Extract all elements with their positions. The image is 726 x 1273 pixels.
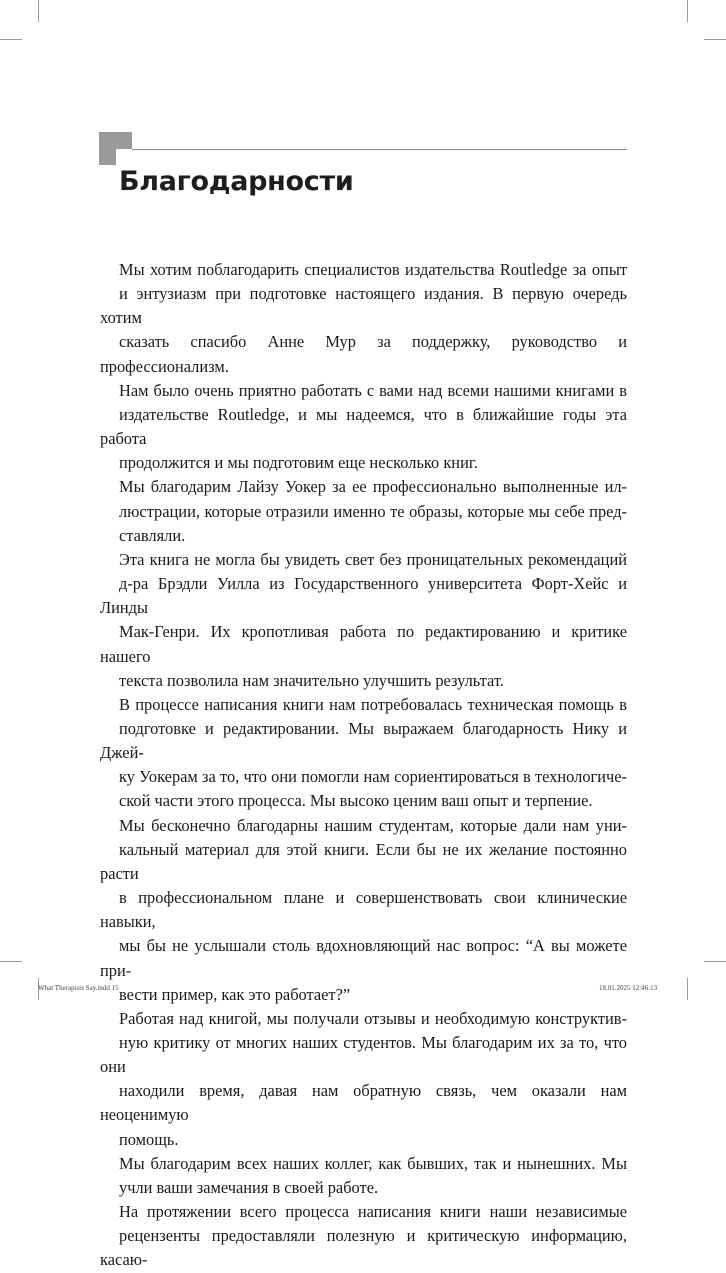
text-line: Мы благодарим всех наших коллег, как бывших, так и нынешних. Мы [119, 1153, 627, 1173]
text-line: продолжится и мы подготовим еще несколько книг. [119, 453, 478, 473]
text-line: д-ра Брэдли Уилла из Государственного университета Форт-Хейс и Линды [100, 574, 627, 618]
slug-file-name: What Therapists Say.indd 15 [38, 984, 119, 992]
text-line: Работая над книгой, мы получали отзывы и необходимую конструктив- [119, 1008, 627, 1028]
text-line: Мы бесконечно благодарны нашим студентам, которые дали нам уни- [119, 815, 627, 835]
text-line: мы бы не услышали столь вдохновляющий нас вопрос: “А вы можете при- [100, 936, 627, 980]
body-text [100, 258, 627, 1273]
text-line: ку Уокерам за то, что они помогли нам сориентироваться в технологиче- [119, 767, 627, 787]
text-line: рецензенты предоставляли полезную и критическую информацию, касаю- [100, 1226, 627, 1270]
text-line: Нам было очень приятно работать с вами над всеми нашими книгами в [119, 380, 627, 400]
text-line: текста позволила нам значительно улучшить результат. [119, 670, 504, 690]
text-line: люстрации, которые отразили именно те образы, которые мы себе пред- [119, 501, 627, 521]
crop-mark-left-top [0, 39, 22, 40]
crop-mark-top-right [687, 0, 688, 22]
chapter-corner-ornament [99, 132, 132, 165]
crop-mark-right-bottom [704, 961, 726, 962]
crop-mark-bottom-right [687, 978, 688, 1000]
slug-timestamp: 18.01.2025 12:46:13 [599, 984, 658, 992]
text-line: помощь. [119, 1129, 179, 1149]
paragraph [100, 548, 627, 693]
text-line: ской части этого процесса. Мы высоко ценим ваш опыт и терпение. [119, 791, 593, 811]
paragraph [100, 475, 627, 547]
crop-mark-left-bottom [0, 961, 22, 962]
text-line: вести пример, как это работает?” [119, 984, 351, 1004]
crop-mark-right-top [704, 39, 726, 40]
text-line: Мы хотим поблагодарить специалистов издательства Routledge за опыт [119, 260, 627, 279]
chapter-heading-rule [132, 149, 627, 150]
paragraph [100, 1152, 627, 1200]
crop-mark-top-left [38, 0, 39, 22]
text-line: Эта книга не могла бы увидеть свет без проницательных рекомендаций [119, 549, 627, 569]
text-line: и энтузиазм при подготовке настоящего издания. В первую очередь хотим [100, 284, 627, 328]
text-line: кальный материал для этой книги. Если бы не их желание постоянно расти [100, 839, 627, 883]
text-line: сказать спасибо Анне Мур за поддержку, руководство и профессионализм. [100, 332, 627, 376]
text-line: ставляли. [119, 525, 186, 545]
paragraph [100, 1200, 627, 1272]
text-line: ную критику от многих наших студентов. Мы благодарим их за то, что они [100, 1033, 627, 1077]
paragraph [100, 814, 627, 1007]
paragraph [100, 1007, 627, 1152]
text-line: В процессе написания книги нам потребовалась техническая помощь в [119, 694, 627, 714]
text-line: На протяжении всего процесса написания книги наши независимые [119, 1202, 627, 1222]
text-line: издательстве Routledge, и мы надеемся, что в ближайшие годы эта работа [100, 404, 627, 449]
chapter-title: Благодарности [119, 166, 354, 197]
text-line: учли ваши замечания в своей работе. [119, 1177, 379, 1197]
paragraph [100, 258, 627, 475]
paragraph [100, 693, 627, 814]
text-line: Мак-Генри. Их кропотливая работа по редактированию и критике нашего [100, 622, 627, 666]
text-line: Мы благодарим Лайзу Уокер за ее профессионально выполненные ил- [119, 477, 627, 497]
text-line: подготовке и редактировании. Мы выражаем благодарность Нику и Джей- [100, 718, 627, 763]
text-line: в профессиональном плане и совершенствовать свои клинические навыки, [100, 888, 627, 932]
text-line: находили время, давая нам обратную связь, чем оказали нам неоценимую [100, 1081, 627, 1125]
